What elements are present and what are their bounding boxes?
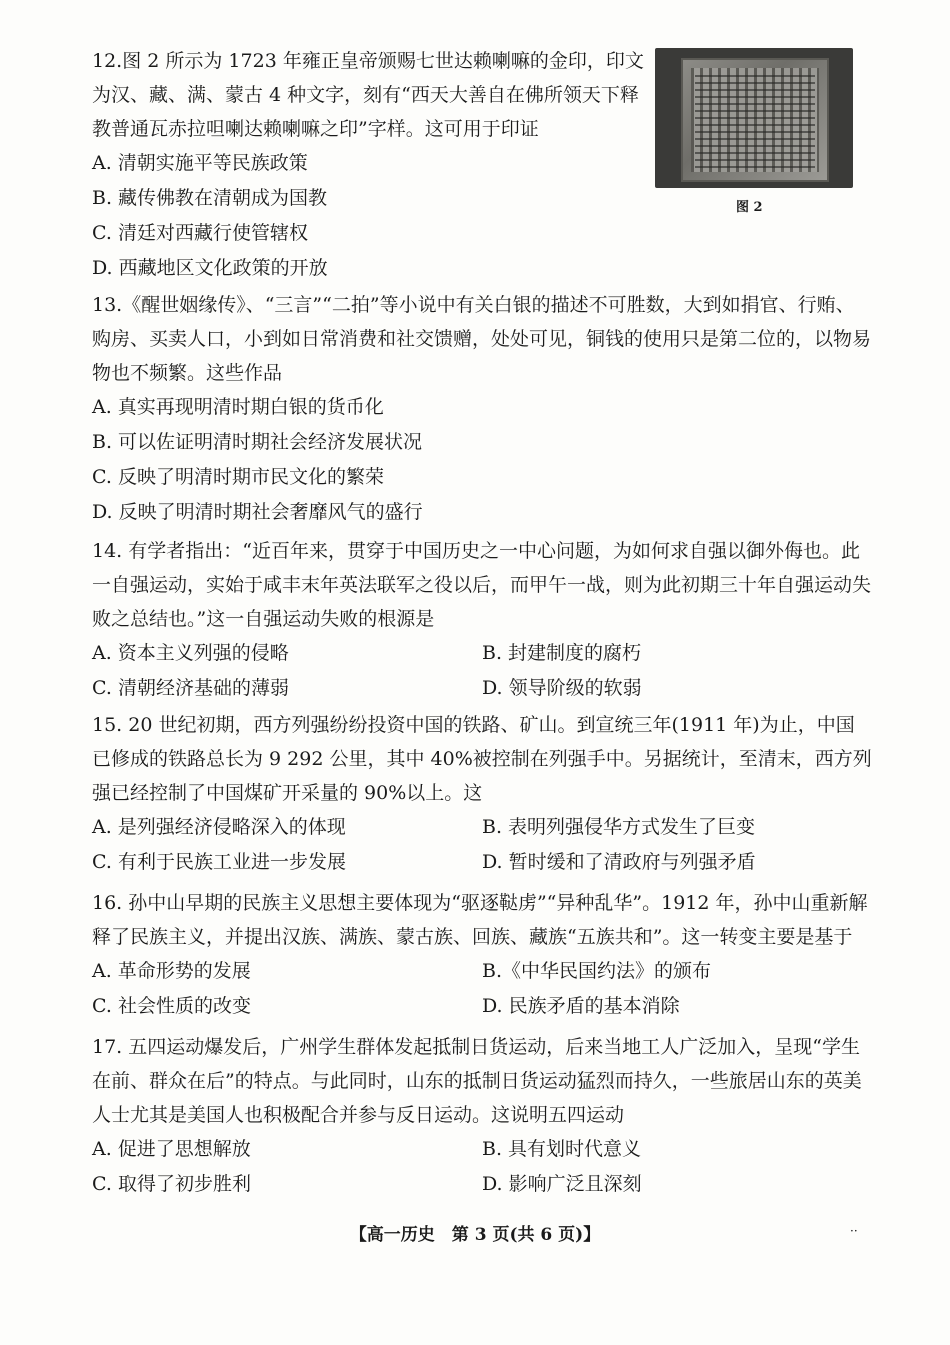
question-stem: 14. 有学者指出：“近百年来，贯穿于中国历史之一中心问题，为如何求自强以御外侮也。此一自强运动，实始于咸丰末年英法联军之役以后，而甲午一战，则为此初期三十年自强运动失败之总结也。”这一自强运动失败的根源是 xyxy=(92,540,872,630)
option-a: A. 清朝实施平等民族政策 xyxy=(92,152,308,174)
option-b: B. 表明列强侵华方式发生了巨变 xyxy=(482,816,756,838)
option-c: C. 取得了初步胜利 xyxy=(92,1173,251,1195)
question-stem: 17. 五四运动爆发后，广州学生群体发起抵制日货运动，后来当地工人广泛加入，呈现“学生在前、群众在后”的特点。与此同时，山东的抵制日货运动猛烈而持久，一些旅居山东的英美人士尤其是美国人也积极配合并参与反日运动。这说明五四运动 xyxy=(92,1036,862,1126)
question-15 xyxy=(92,708,872,880)
option-b: B. 藏传佛教在清朝成为国教 xyxy=(92,187,328,209)
option-d: D. 西藏地区文化政策的开放 xyxy=(92,257,328,279)
question-stem: 15. 20 世纪初期，西方列强纷纷投资中国的铁路、矿山。到宣统三年(1911 年)为止，中国已修成的铁路总长为 9 292 公里，其中 40%被控制在列强手中。另据统计，至清末，西方列强已经控制了中国煤矿开采量的 90%以上。这 xyxy=(92,714,872,804)
option-c: C. 社会性质的改变 xyxy=(92,995,251,1017)
question-13 xyxy=(92,288,872,530)
seal-photo xyxy=(655,48,853,188)
option-c: C. 反映了明清时期市民文化的繁荣 xyxy=(92,466,384,488)
option-d: D. 暂时缓和了清政府与列强矛盾 xyxy=(482,851,756,873)
figure-caption: 图 2 xyxy=(736,200,763,215)
option-a: A. 真实再现明清时期白银的货币化 xyxy=(92,396,384,418)
question-stem: 12.图 2 所示为 1723 年雍正皇帝颁赐七世达赖喇嘛的金印，印文为汉、藏、满、蒙古 4 种文字，刻有“西天大善自在佛所领天下释教普通瓦赤拉呾喇达赖喇嘛之印”字样。这可用于印证 xyxy=(92,50,644,140)
option-d: D. 影响广泛且深刻 xyxy=(482,1173,642,1195)
golden-seal-image xyxy=(681,58,829,182)
question-12 xyxy=(92,44,652,286)
option-a: A. 是列强经济侵略深入的体现 xyxy=(92,816,346,838)
option-b: B. 具有划时代意义 xyxy=(482,1138,642,1160)
page-footer: 【高一历史 第 3 页(共 6 页)】 xyxy=(349,1225,601,1245)
option-a: A. 促进了思想解放 xyxy=(92,1138,251,1160)
option-c: C. 清朝经济基础的薄弱 xyxy=(92,677,289,699)
footer-mark: ·· xyxy=(850,1224,858,1238)
option-a: A. 资本主义列强的侵略 xyxy=(92,642,289,664)
option-c: C. 清廷对西藏行使管辖权 xyxy=(92,222,308,244)
question-stem: 16. 孙中山早期的民族主义思想主要体现为“驱逐鞑虏”“异种乱华”。1912 年，孙中山重新解释了民族主义，并提出汉族、满族、蒙古族、回族、藏族“五族共和”。这一转变主要是基于 xyxy=(92,892,868,948)
question-16 xyxy=(92,886,872,1024)
option-d: D. 领导阶级的软弱 xyxy=(482,677,642,699)
option-d: D. 反映了明清时期社会奢靡风气的盛行 xyxy=(92,501,423,523)
option-b: B. 封建制度的腐朽 xyxy=(482,642,642,664)
question-17 xyxy=(92,1030,872,1202)
option-b: B.《中华民国约法》的颁布 xyxy=(482,960,712,982)
question-stem: 13.《醒世姻缘传》、“三言”“二拍”等小说中有关白银的描述不可胜数，大到如捐官、行贿、购房、买卖人口，小到如日常消费和社交馈赠，处处可见，铜钱的使用只是第二位的，以物易物也不频繁。这些作品 xyxy=(92,294,872,384)
option-d: D. 民族矛盾的基本消除 xyxy=(482,995,680,1017)
question-14 xyxy=(92,534,872,706)
option-c: C. 有利于民族工业进一步发展 xyxy=(92,851,346,873)
option-a: A. 革命形势的发展 xyxy=(92,960,251,982)
option-b: B. 可以佐证明清时期社会经济发展状况 xyxy=(92,431,423,453)
